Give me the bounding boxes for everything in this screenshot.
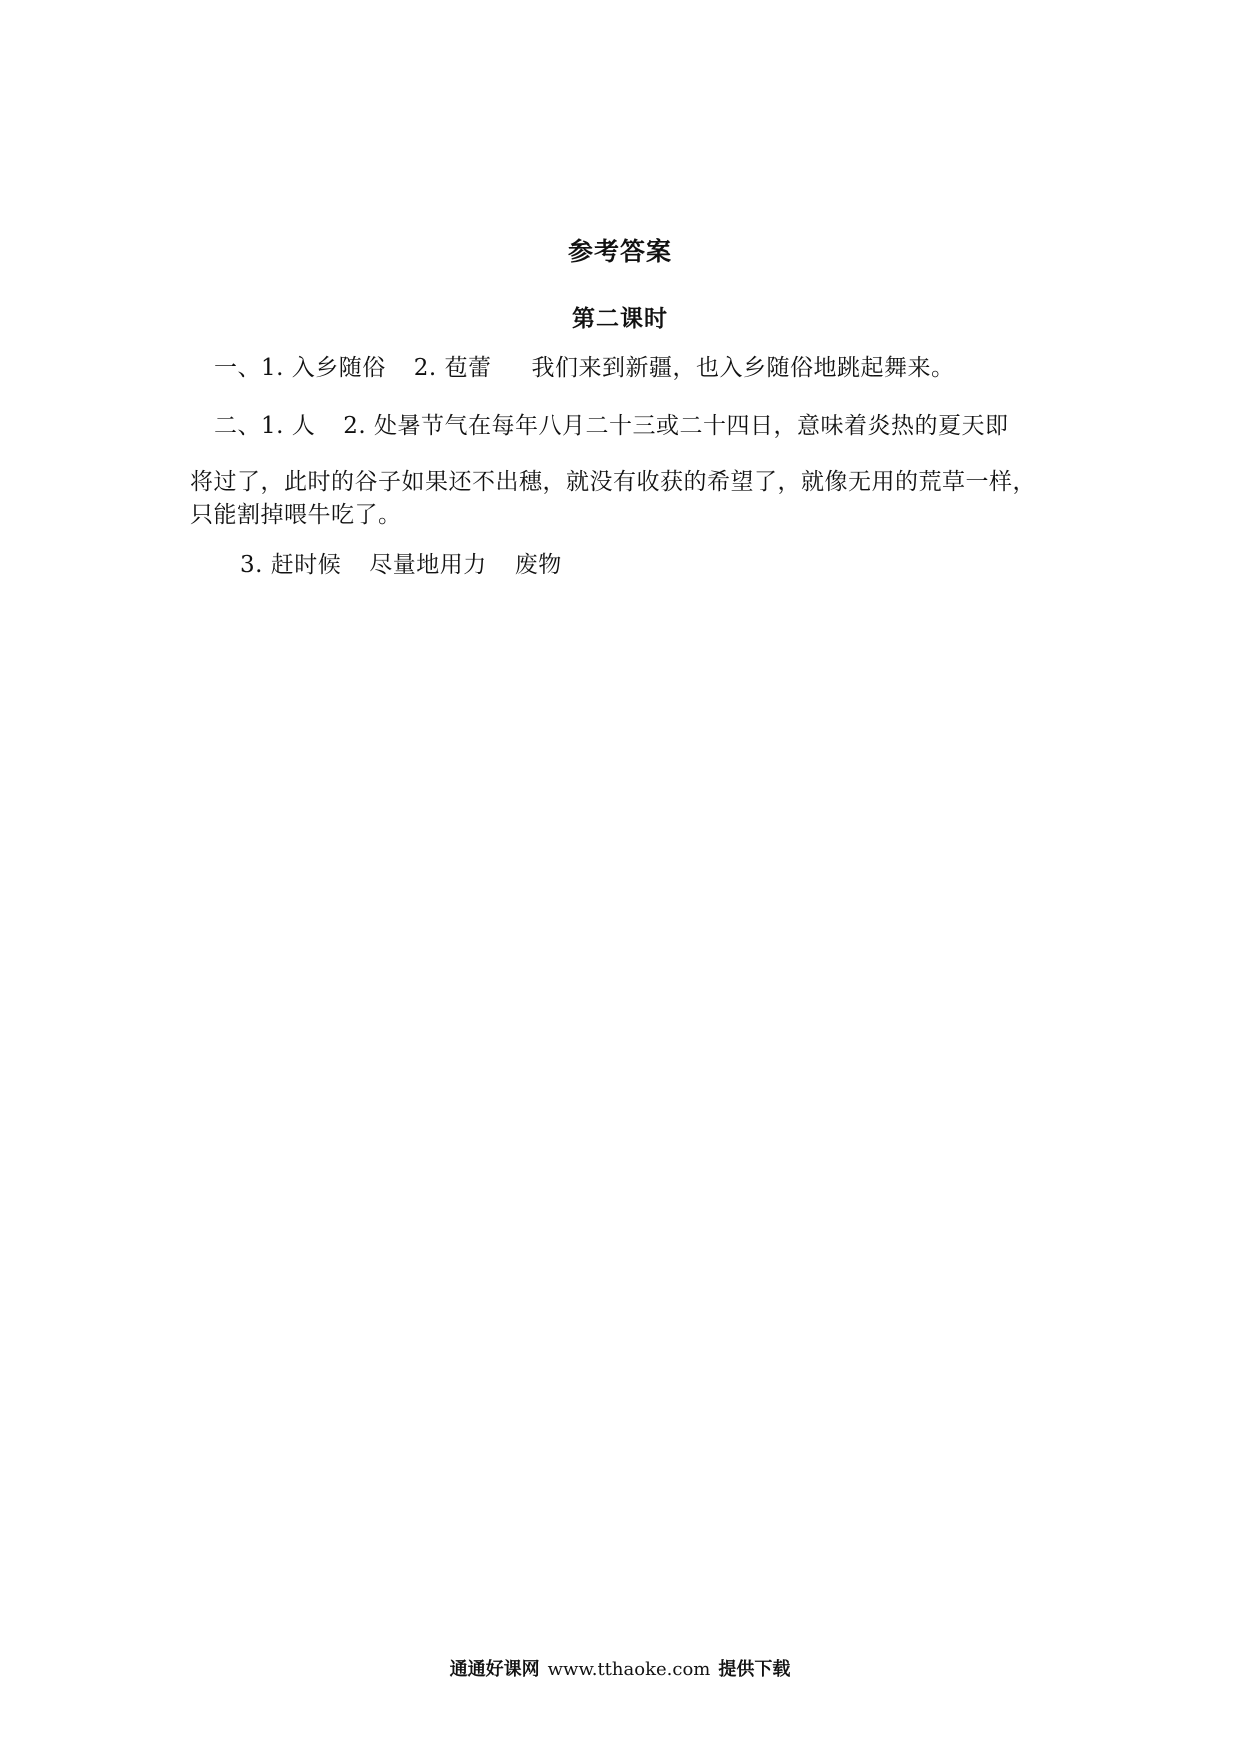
answer-2-item2-line3: 只能割掉喂牛吃了。 [190, 502, 402, 528]
footer [0, 1655, 1240, 1681]
answer-1-prefix: 一、1. 入乡随俗 [214, 355, 386, 381]
answer-1-sentence: 我们来到新疆，也入乡随俗地跳起舞来。 [531, 355, 955, 381]
footer-suffix: 提供下载 [718, 1659, 791, 1680]
footer-url: www.tthaoke.com [547, 1659, 711, 1680]
answer-line-3 [240, 549, 562, 581]
answer-3-b: 尽量地用力 [369, 552, 487, 578]
answer-line-2 [214, 410, 1009, 442]
page-title: 参考答案 [567, 237, 672, 266]
answer-2-item2-line2: 将过了，此时的谷子如果还不出穗，就没有收获的希望了，就像无用的荒草一样， [190, 469, 1036, 495]
answer-line-1 [214, 352, 955, 384]
answer-3-a: 3. 赶时候 [240, 552, 342, 578]
answer-3-c: 废物 [514, 552, 562, 578]
answer-2-prefix: 二、1. 人 [214, 413, 316, 439]
section-subtitle: 第二课时 [572, 306, 668, 332]
footer-site-name: 通通好课网 [449, 1659, 540, 1680]
answer-2-item2-line1: 2. 处暑节气在每年八月二十三或二十四日，意味着炎热的夏天即 [343, 413, 1009, 439]
answer-1-item2: 2. 苞蕾 [413, 355, 492, 381]
